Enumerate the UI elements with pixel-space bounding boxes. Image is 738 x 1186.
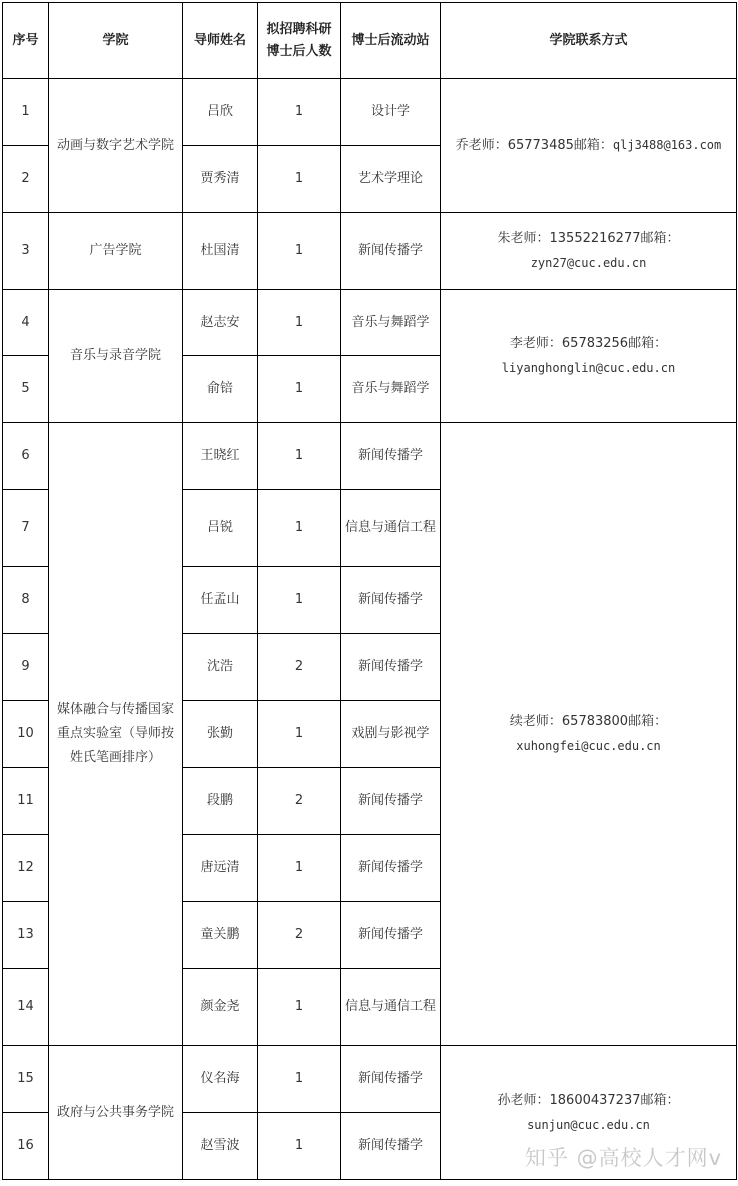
count-cell: 1: [258, 146, 341, 213]
contact-cell: [441, 79, 737, 213]
row-index: 15: [3, 1046, 49, 1113]
supervisor-cell: 唐远清: [183, 835, 258, 902]
supervisor-cell: 颜金尧: [183, 969, 258, 1046]
watermark-text: 知乎 @高校人才网v: [524, 1146, 722, 1170]
contact-email: liyanghonglin@cuc.edu.cn: [501, 361, 676, 375]
supervisor-cell: 任孟山: [183, 567, 258, 634]
supervisor-cell: 赵志安: [183, 290, 258, 356]
college-cell: 广告学院: [49, 213, 183, 290]
row-index: 12: [3, 835, 49, 902]
contact-email: qlj3488@163.com: [612, 138, 722, 152]
count-cell: 1: [258, 969, 341, 1046]
supervisor-cell: 贾秀清: [183, 146, 258, 213]
row-index: 16: [3, 1113, 49, 1180]
contact-name: 续老师：65783800邮箱：: [509, 714, 668, 729]
count-cell: 1: [258, 290, 341, 356]
count-cell: 1: [258, 490, 341, 567]
supervisor-cell: 童关鹏: [183, 902, 258, 969]
row-index: 5: [3, 356, 49, 423]
table-row: [3, 79, 737, 146]
row-index: 14: [3, 969, 49, 1046]
station-cell: 新闻传播学: [341, 1046, 441, 1113]
table-row: [3, 423, 737, 490]
table-row: [3, 290, 737, 356]
count-cell: 1: [258, 567, 341, 634]
header-college: 学院: [49, 3, 183, 79]
contact-name: 孙老师：18600437237邮箱：: [497, 1092, 680, 1108]
station-cell: 音乐与舞蹈学: [341, 290, 441, 356]
row-index: 9: [3, 634, 49, 701]
recruitment-table: [2, 2, 737, 1180]
supervisor-cell: 赵雪波: [183, 1113, 258, 1180]
header-count: 拟招聘科研博士后人数: [258, 3, 341, 79]
supervisor-cell: 王晓红: [183, 423, 258, 490]
contact-name: 朱老师：13552216277邮箱：: [497, 231, 680, 246]
contact-name: 乔老师：65773485邮箱：: [455, 138, 613, 153]
station-cell: 新闻传播学: [341, 768, 441, 835]
station-cell: 艺术学理论: [341, 146, 441, 213]
count-cell: 1: [258, 835, 341, 902]
count-cell: 1: [258, 1046, 341, 1113]
row-index: 3: [3, 213, 49, 290]
count-cell: 1: [258, 701, 341, 768]
supervisor-cell: 杜国清: [183, 213, 258, 290]
supervisor-cell: 沈浩: [183, 634, 258, 701]
station-cell: 新闻传播学: [341, 902, 441, 969]
college-cell: 媒体融合与传播国家重点实验室（导师按姓氏笔画排序）: [49, 423, 183, 1046]
college-cell: 动画与数字艺术学院: [49, 79, 183, 213]
station-cell: 新闻传播学: [341, 423, 441, 490]
supervisor-cell: 段鹏: [183, 768, 258, 835]
supervisor-cell: 吕锐: [183, 490, 258, 567]
count-cell: 1: [258, 79, 341, 146]
contact-email: sunjun@cuc.edu.cn: [527, 1117, 650, 1132]
station-cell: 信息与通信工程: [341, 969, 441, 1046]
count-cell: 2: [258, 768, 341, 835]
contact-cell: [441, 290, 737, 423]
station-cell: 设计学: [341, 79, 441, 146]
header-index: 序号: [3, 3, 49, 79]
count-cell: 1: [258, 356, 341, 423]
table-row: [3, 213, 737, 290]
table-row: [3, 1046, 737, 1113]
row-index: 11: [3, 768, 49, 835]
station-cell: 新闻传播学: [341, 835, 441, 902]
college-cell: 音乐与录音学院: [49, 290, 183, 423]
station-cell: 新闻传播学: [341, 213, 441, 290]
row-index: 6: [3, 423, 49, 490]
station-cell: 信息与通信工程: [341, 490, 441, 567]
contact-email: xuhongfei@cuc.edu.cn: [516, 739, 661, 753]
contact-name: 李老师：65783256邮箱：: [509, 336, 668, 351]
header-station: 博士后流动站: [341, 3, 441, 79]
supervisor-cell: 吕欣: [183, 79, 258, 146]
count-cell: 1: [258, 1113, 341, 1180]
contact-email: zyn27@cuc.edu.cn: [530, 256, 647, 270]
row-index: 2: [3, 146, 49, 213]
row-index: 7: [3, 490, 49, 567]
count-cell: 2: [258, 634, 341, 701]
contact-cell: [441, 213, 737, 290]
header-supervisor: 导师姓名: [183, 3, 258, 79]
header-contact: 学院联系方式: [441, 3, 737, 79]
supervisor-cell: 张勤: [183, 701, 258, 768]
supervisor-cell: 俞锫: [183, 356, 258, 423]
header-row: [3, 3, 737, 79]
row-index: 1: [3, 79, 49, 146]
station-cell: 新闻传播学: [341, 567, 441, 634]
count-cell: 2: [258, 902, 341, 969]
row-index: 13: [3, 902, 49, 969]
count-cell: 1: [258, 213, 341, 290]
row-index: 4: [3, 290, 49, 356]
station-cell: 新闻传播学: [341, 1113, 441, 1180]
row-index: 8: [3, 567, 49, 634]
supervisor-cell: 仪名海: [183, 1046, 258, 1113]
station-cell: 戏剧与影视学: [341, 701, 441, 768]
college-cell: 政府与公共事务学院: [49, 1046, 183, 1180]
contact-cell: [441, 423, 737, 1046]
count-cell: 1: [258, 423, 341, 490]
row-index: 10: [3, 701, 49, 768]
station-cell: 音乐与舞蹈学: [341, 356, 441, 423]
station-cell: 新闻传播学: [341, 634, 441, 701]
